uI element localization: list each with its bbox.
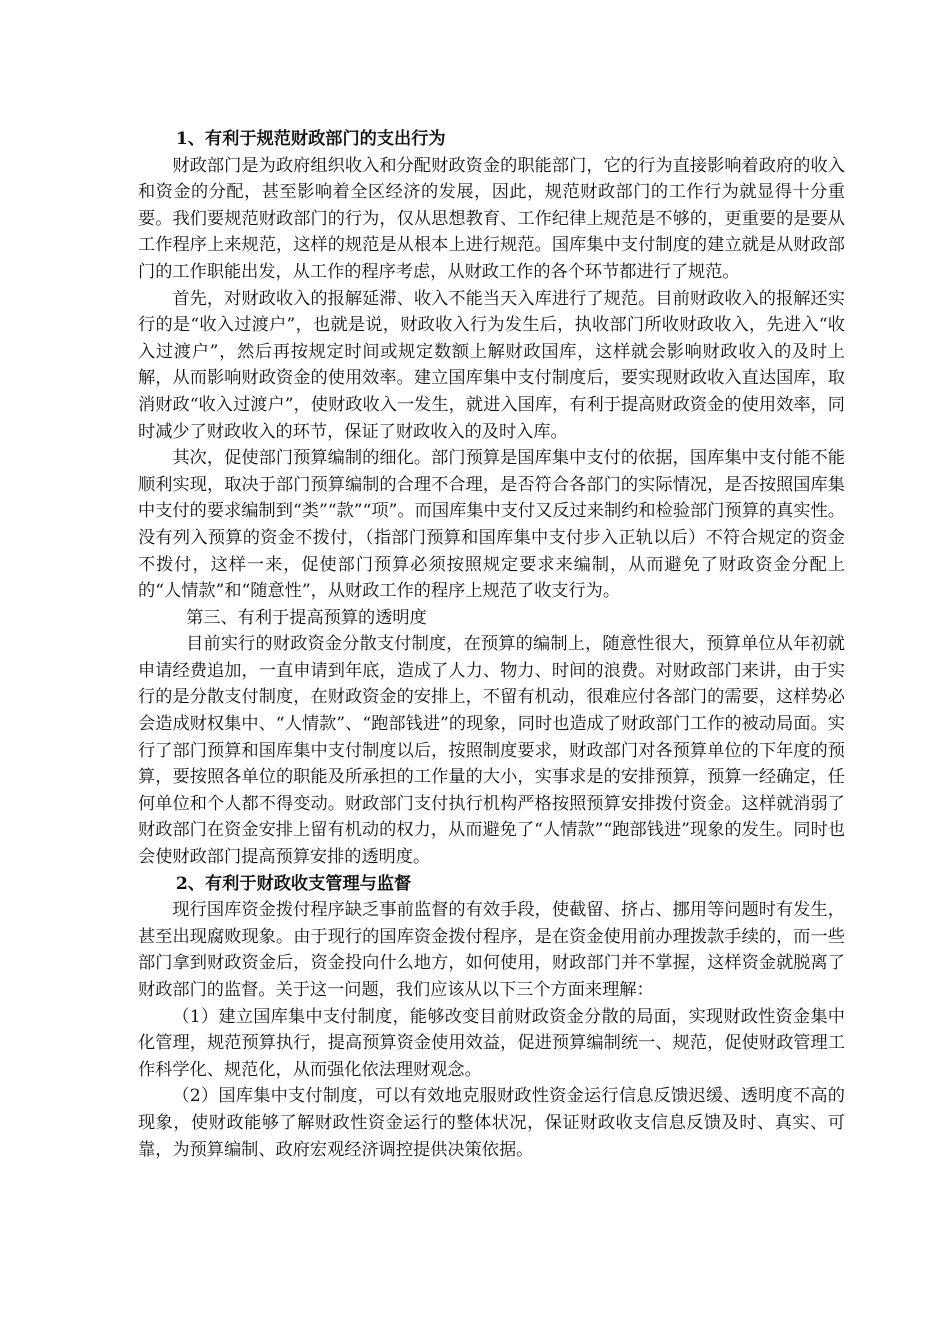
paragraph-first-revenue: 首先，对财政收入的报解延滞、收入不能当天入库进行了规范。目前财政收入的报解还实行的是“收入过渡户”，也就是说，财政收入行为发生后，执收部门所收财政收入，先进入“收入过渡户”，然后再按规定时间或规定数额上解财政国库，这样就会影响财政收入的及时上解，从而影响财政资金的使用效率。建立国库集中支付制度后，要实现财政收入直达国库，取消财政“收入过渡户”，使财政收入一发生，就进入国库，有利于提高财政资金的使用效率，同时减少了财政收入的环节，保证了财政收入的及时入库。 [138,288,845,442]
heading-spending-behavior: 1、有利于规范财政部门的支出行为 [175,129,446,149]
heading-budget-transparency: 第三、有利于提高预算的透明度 [186,607,427,628]
paragraph-dispersed-payment: 目前实行的财政资金分散支付制度，在预算的编制上，随意性很大，预算单位从年初就申请经费追加，一直申请到年底，造成了人力、物力、时间的浪费。对财政部门来讲，由于实行的是分散支付制度，在财政资金的安排上，不留有机动，很难应付各部门的需要，这样势必会造成财权集中、“人情款”、“跑部钱进”的现象，同时也造成了财政部门工作的被动局面。实行了部门预算和国库集中支付制度以后，按照制度要求，财政部门对各预算单位的下年度的预算，要按照各单位的职能及所承担的工作量的大小，实事求是的安排预算，预算一经确定，任何单位和个人都不得变动。财政部门支付执行机构严格按照预算安排拨付资金。这样就消弱了财政部门在资金安排上留有机动的权力，从而避免了“人情款”“跑部钱进”现象的发生。同时也会使财政部门提高预算安排的透明度。 [138,634,845,868]
paragraph-second-budget: 其次，促使部门预算编制的细化。部门预算是国库集中支付的依据，国库集中支付能不能顺利实现，取决于部门预算编制的合理不合理，是否符合各部门的实际情况，是否按照国库集中支付的要求编制到“类”“款”“项”。而国库集中支付又反过来制约和检验部门预算的真实性。没有列入预算的资金不拨付，（指部门预算和国库集中支付步入正轨以后）不符合规定的资金不拨付，这样一来，促使部门预算必须按照规定要求来编制，从而避免了财政资金分配上的“人情款”和“随意性”，从财政工作的程序上规范了收支行为。 [138,448,845,602]
document-page [138,126,845,1163]
heading-management-supervision: 2、有利于财政收支管理与监督 [175,873,412,894]
paragraph-item-2: （2）国库集中支付制度，可以有效地克服财政性资金运行信息反馈迟缓、透明度不高的现象，使财政能够了解财政性资金运行的整体状况，保证财政收支信息反馈及时、真实、可靠，为预算编制、政府宏观经济调控提供决策依据。 [138,1086,845,1160]
paragraph-supervision: 现行国库资金拨付程序缺乏事前监督的有效手段，使截留、挤占、挪用等问题时有发生，甚至出现腐败现象。由于现行的国库资金拨付程序，是在资金使用前办理拨款手续的，而一些部门拿到财政资金后，资金投向什么地方，如何使用，财政部门并不掌握，这样资金就脱离了财政部门的监督。关于这一问题，我们应该从以下三个方面来理解： [138,900,845,1000]
paragraph-item-1: （1）建立国库集中支付制度，能够改变目前财政资金分散的局面，实现财政性资金集中化管理，规范预算执行，提高预算资金使用效益，促进预算编制统一、规范，促使财政管理工作科学化、规范化，从而强化依法理财观念。 [138,1006,845,1080]
paragraph-finance-department: 财政部门是为政府组织收入和分配财政资金的职能部门，它的行为直接影响着政府的收入和资金的分配，甚至影响着全区经济的发展，因此，规范财政部门的工作行为就显得十分重要。我们要规范财政部门的行为，仅从思想教育、工作纪律上规范是不够的，更重要的是要从工作程序上来规范，这样的规范是从根本上进行规范。国库集中支付制度的建立就是从财政部门的工作职能出发，从工作的程序考虑，从财政工作的各个环节都进行了规范。 [138,155,845,282]
